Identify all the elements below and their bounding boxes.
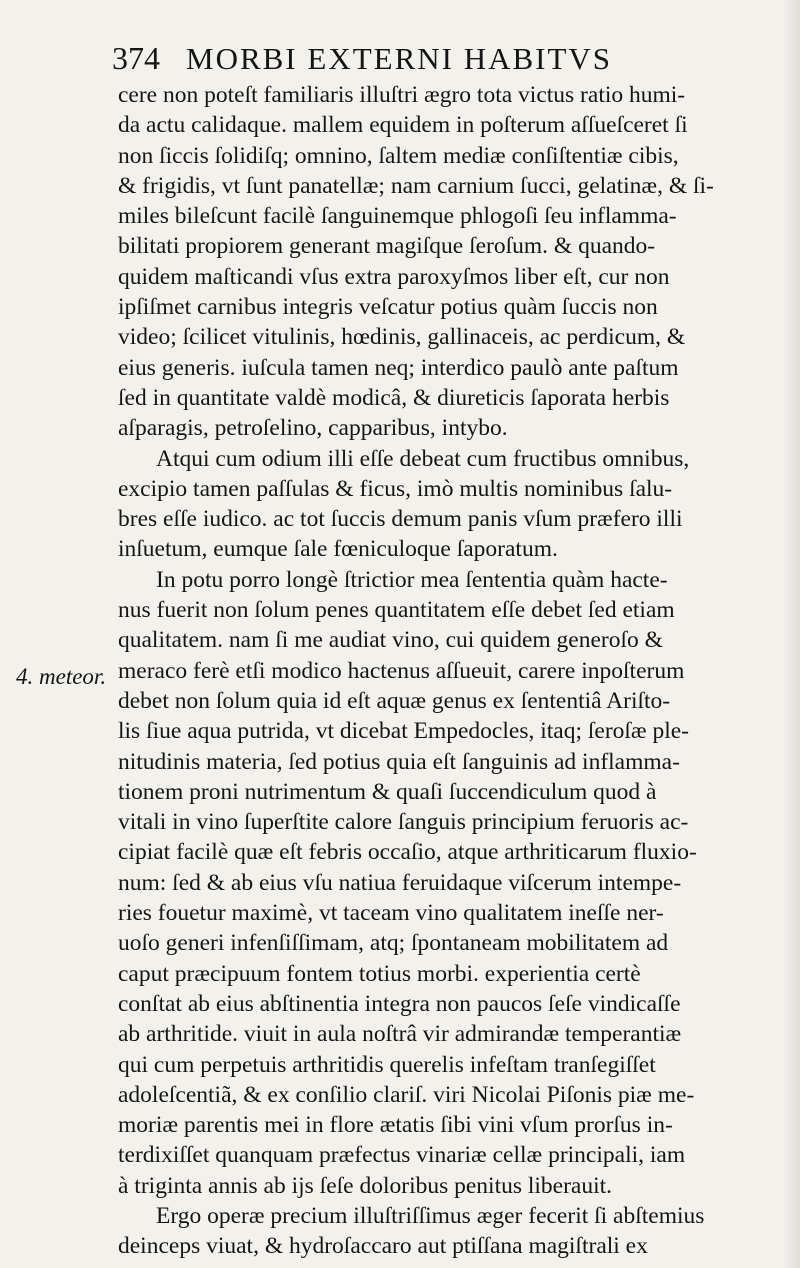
text-line: quidem maſticandi vſus extra paroxyſmos liber eſt, cur non [118, 263, 670, 290]
page-edge-shadow [782, 0, 800, 1268]
text-line: nus fuerit non ſolum penes quantitatem eſſe debet ſed etiam [118, 597, 675, 624]
running-head: MORBI EXTERNI HABITVS [186, 41, 613, 76]
body-text [118, 80, 768, 1262]
text-line: In potu porro longè ſtrictior mea ſententia quàm hacte- [156, 566, 668, 593]
text-line: & frigidis, vt ſunt panatellæ; nam carnium ſucci, gelatinæ, & ſi- [118, 172, 714, 199]
text-line: da actu calidaque. mallem equidem in poſterum aſſueſceret ſi [118, 112, 688, 139]
text-line: uoſo generi infenſiſſimam, atq; ſpontaneam mobilitatem ad [118, 930, 669, 957]
text-line: à triginta annis ab ijs ſeſe doloribus penitus liberauit. [118, 1172, 613, 1199]
text-line: qui cum perpetuis arthritidis querelis infeſtam tranſegiſſet [118, 1051, 656, 1078]
text-line: cipiat facilè quæ eſt febris occaſio, atque arthriticarum fluxio- [118, 839, 697, 866]
text-line: terdixiſſet quanquam præfectus vinariæ cellæ principali, iam [118, 1142, 686, 1169]
text-line: meraco ferè etſi modico hactenus aſſueuit, carere inpoſterum [118, 657, 685, 684]
text-line: cere non poteſt familiaris illuſtri ægro tota victus ratio humi- [118, 82, 686, 108]
text-line: conſtat ab eius abſtinentia integra non paucos ſeſe vindicaſſe [118, 990, 681, 1017]
text-line: aſparagis, petroſelino, capparibus, intybo. [118, 415, 508, 442]
text-line: deinceps viuat, & hydroſaccaro aut ptiſſana magiſtrali ex [118, 1233, 648, 1260]
text-line: num: ſed & ab eius vſu natiua feruidaque viſcerum intempe- [118, 869, 682, 896]
text-line: Ergo operæ precium illuſtriſſimus æger fecerit ſi abſtemius [156, 1202, 705, 1229]
text-line: inſuetum, eumque ſale fœniculoque ſaporatum. [118, 536, 558, 563]
text-line: adoleſcentiã, & ex conſilio clariſ. viri Nicolai Piſonis piæ me- [118, 1081, 695, 1108]
text-line: vitali in vino ſuperſtite calore ſanguis principium feruoris ac- [118, 809, 689, 836]
text-line: bres eſſe iudico. ac tot ſuccis demum panis vſum præfero illi [118, 506, 683, 533]
text-line: ries fouetur maximè, vt taceam vino qualitatem ineſſe ner- [118, 900, 664, 927]
text-line: nitudinis materia, ſed potius quia eſt ſanguinis ad inflamma- [118, 748, 680, 775]
text-line: ipſiſmet carnibus integris veſcatur potius quàm ſuccis non [118, 294, 658, 321]
text-line: eius generis. iuſcula tamen neq; interdico paulò ante paſtum [118, 354, 679, 381]
text-line: non ſiccis ſolidiſq; omnino, ſaltem mediæ conſiſtentiæ cibis, [118, 142, 679, 169]
text-line: caput præcipuum fontem totius morbi. experientia certè [118, 960, 641, 987]
page-header [112, 40, 772, 84]
margin-note: 4. meteor. [16, 664, 107, 689]
text-line: moriæ parentis mei in flore ætatis ſibi vini vſum prorſus in- [118, 1112, 673, 1139]
text-line: qualitatem. nam ſi me audiat vino, cui quidem generoſo & [118, 627, 663, 654]
text-line: ſed in quantitate valdè modicâ, & diureticis ſaporata herbis [118, 384, 670, 411]
text-line: Atqui cum odium illi eſſe debeat cum fructibus omnibus, [156, 445, 690, 472]
text-line: bilitati propiorem generant magiſque ſeroſum. & quando- [118, 233, 656, 260]
text-line: ab arthritide. viuit in aula noſtrâ vir admirandæ temperantiæ [118, 1021, 682, 1048]
page-number: 374 [112, 40, 160, 76]
text-line: video; ſcilicet vitulinis, hœdinis, gallinaceis, ac perdicum, & [118, 324, 686, 351]
text-line: excipio tamen paſſulas & ficus, imò multis nominibus ſalu- [118, 475, 673, 502]
text-line: lis ſiue aqua putrida, vt dicebat Empedocles, itaq; ſeroſæ ple- [118, 718, 690, 745]
text-line: tionem proni nutrimentum & quaſi ſuccendiculum quod à [118, 778, 657, 805]
text-line: miles bileſcunt facilè ſanguinemque phlogoſi ſeu inflamma- [118, 203, 677, 230]
text-line: debet non ſolum quia id eſt aquæ genus ex ſententiâ Ariſto- [118, 687, 671, 714]
